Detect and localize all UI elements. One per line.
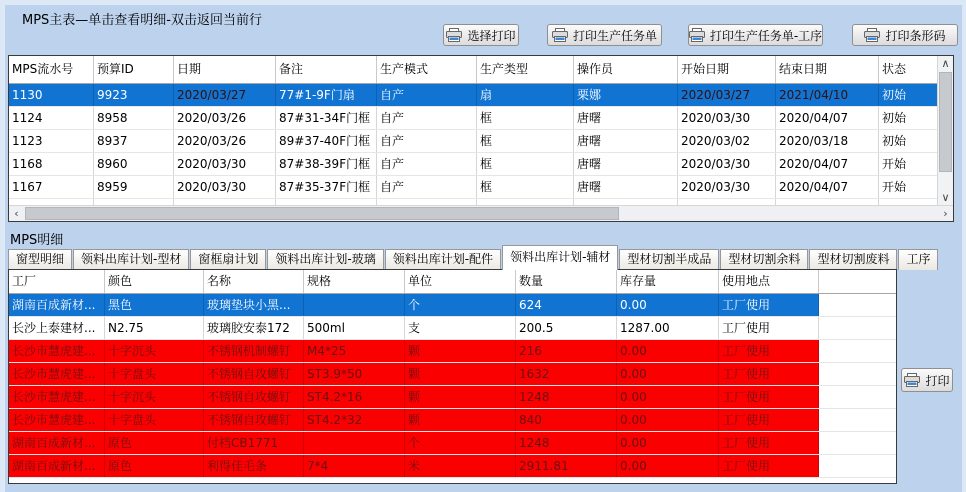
column-header-operator[interactable]: 操作员 — [574, 56, 678, 83]
table-row[interactable] — [9, 294, 896, 317]
cell: 624 — [516, 294, 617, 316]
cell: 8937 — [94, 130, 174, 152]
tab-profile-cut-waste[interactable]: 型材切割废料 — [809, 249, 897, 270]
cell: 颗 — [405, 386, 516, 408]
cell: 黑色 — [105, 294, 204, 316]
cell: 框 — [477, 107, 574, 129]
detail-panel-title: MPS明细 — [10, 233, 64, 248]
window-frame-right — [962, 0, 966, 492]
cell: 颗 — [405, 363, 516, 385]
tab-process[interactable]: 工序 — [898, 249, 938, 270]
cell: 2020/04/07 — [776, 107, 879, 129]
cell: 长沙上泰建材... — [9, 317, 105, 339]
print-production-task-process-label: 打印生产任务单-工序 — [709, 28, 823, 43]
cell: 工厂使用 — [719, 340, 819, 362]
column-header-factory[interactable]: 工厂 — [9, 270, 105, 293]
table-row[interactable] — [9, 107, 937, 130]
cell: 初始 — [879, 84, 937, 106]
cell: 框 — [477, 153, 574, 175]
column-header-unit[interactable]: 单位 — [405, 270, 516, 293]
cell: 个 — [405, 294, 516, 316]
cell: 工厂使用 — [719, 432, 819, 454]
print-production-task-process-button[interactable] — [688, 24, 823, 46]
table-row[interactable] — [9, 363, 896, 386]
cell: 1124 — [9, 107, 94, 129]
scroll-right-icon[interactable]: › — [943, 207, 948, 220]
cell: ST4.2*16 — [304, 386, 405, 408]
cell: 长沙市慧虎建... — [9, 363, 105, 385]
cell: 2020/03/02 — [678, 130, 776, 152]
cell: 唐曙 — [574, 107, 678, 129]
cell: 玻璃垫块小黑... — [204, 294, 304, 316]
cell: 2020/03/30 — [678, 176, 776, 198]
cell: 栗娜 — [574, 84, 678, 106]
cell: 工厂使用 — [719, 363, 819, 385]
column-header-production-type[interactable]: 生产类型 — [477, 56, 574, 83]
cell: 初始 — [882, 133, 907, 148]
column-header-start-date[interactable]: 开始日期 — [678, 56, 776, 83]
cell: 扇 — [477, 84, 574, 106]
cell: 米 — [405, 455, 516, 477]
table-row[interactable] — [9, 455, 896, 478]
cell: 1287.00 — [617, 317, 719, 339]
horizontal-scrollbar-thumb[interactable] — [25, 207, 619, 220]
tab-material-plan-fitting[interactable]: 领料出库计划-配件 — [385, 249, 501, 270]
column-header-production-mode[interactable]: 生产模式 — [377, 56, 477, 83]
cell: 工厂使用 — [719, 317, 819, 339]
cell: 8960 — [94, 153, 174, 175]
printer-icon — [446, 28, 462, 42]
cell: 2020/03/18 — [776, 130, 879, 152]
cell: 长沙市慧虎建... — [9, 340, 105, 362]
cell: 唐曙 — [574, 176, 678, 198]
cell: 2020/03/30 — [678, 107, 776, 129]
cell: 湖南百成新材... — [9, 455, 105, 477]
column-header-color[interactable]: 颜色 — [105, 270, 204, 293]
scroll-up-icon[interactable]: ∧ — [941, 57, 950, 70]
cell: 2020/03/27 — [174, 84, 276, 106]
cell: 自产 — [377, 107, 477, 129]
cell: 原色 — [105, 455, 204, 477]
select-print-label: 选择打印 — [467, 28, 516, 43]
tab-material-plan-auxiliary[interactable]: 领料出库计划-辅材 — [502, 245, 618, 270]
cell: 2020/03/30 — [174, 176, 276, 198]
cell: 1632 — [516, 363, 617, 385]
tab-material-plan-profile[interactable]: 领料出库计划-型材 — [73, 249, 189, 270]
cell: 长沙市慧虎建... — [9, 386, 105, 408]
vertical-scrollbar-thumb[interactable] — [939, 72, 952, 172]
cell: 利得佳毛条 — [204, 455, 304, 477]
master-grid-header — [9, 56, 937, 84]
cell: 87#35-37F门框 — [276, 176, 377, 198]
cell: 十字盘头 — [105, 409, 204, 431]
cell: 唐曙 — [574, 130, 678, 152]
cell: 87#31-34F门框 — [276, 107, 377, 129]
cell: 2020/04/07 — [776, 153, 879, 175]
cell: 个 — [405, 432, 516, 454]
column-header-quantity[interactable]: 数量 — [516, 270, 617, 293]
column-header-status[interactable]: 状态 — [879, 56, 937, 83]
detail-print-label: 打印 — [925, 373, 950, 388]
cell: 工厂使用 — [719, 409, 819, 431]
cell: N2.75 — [105, 317, 204, 339]
cell: 1168 — [9, 153, 94, 175]
cell: 唐曙 — [574, 153, 678, 175]
cell — [304, 294, 405, 316]
cell: 2020/03/30 — [678, 153, 776, 175]
cell: 初始 — [882, 110, 907, 125]
table-row[interactable] — [9, 432, 896, 455]
print-barcode-label: 打印条形码 — [885, 28, 946, 43]
cell: 自产 — [377, 176, 477, 198]
master-panel-title: MPS主表—单击查看明细-双击返回当前行 — [22, 13, 262, 28]
cell: 840 — [516, 409, 617, 431]
cell: 十字沉头 — [105, 340, 204, 362]
cell: 0.00 — [617, 294, 719, 316]
cell: 自产 — [377, 153, 477, 175]
cell: 湖南百成新材... — [9, 432, 105, 454]
tab-profile-cut-remnant[interactable]: 型材切割余料 — [720, 249, 808, 270]
cell: 1248 — [516, 432, 617, 454]
column-header-end-date[interactable]: 结束日期 — [776, 56, 879, 83]
cell: 8959 — [94, 176, 174, 198]
cell: 颗 — [405, 340, 516, 362]
cell: 87#38-39F门框 — [276, 153, 377, 175]
table-row[interactable] — [9, 176, 937, 199]
cell: 十字沉头 — [105, 386, 204, 408]
column-header-date[interactable]: 日期 — [174, 56, 276, 83]
column-header-mps-serial[interactable]: MPS流水号 — [9, 56, 94, 83]
cell: 开始 — [882, 179, 907, 194]
scroll-down-icon[interactable]: ∨ — [941, 191, 950, 204]
cell: 长沙市慧虎建... — [9, 409, 105, 431]
cell: 2020/03/27 — [678, 84, 776, 106]
detail-grid-header — [9, 270, 896, 294]
cell: 自产 — [377, 84, 477, 106]
cell: 颗 — [405, 409, 516, 431]
detail-print-button[interactable] — [901, 368, 953, 392]
horizontal-scrollbar[interactable] — [9, 205, 953, 221]
cell: 不锈钢自攻螺钉 — [204, 409, 304, 431]
vertical-scrollbar[interactable] — [937, 56, 953, 205]
cell: 工厂使用 — [719, 386, 819, 408]
tab-profile-cut-semifinished[interactable]: 型材切割半成品 — [619, 249, 719, 270]
cell: 1130 — [9, 84, 94, 106]
cell: 1167 — [9, 176, 94, 198]
cell: 框 — [477, 130, 574, 152]
column-header-usage-place[interactable]: 使用地点 — [719, 270, 819, 293]
table-row[interactable] — [9, 153, 937, 176]
table-row[interactable] — [9, 130, 937, 153]
cell: 工厂使用 — [719, 294, 819, 316]
cell: 不锈钢机制螺钉 — [204, 340, 304, 362]
mps-detail-grid — [8, 269, 897, 484]
column-header-name[interactable]: 名称 — [204, 270, 304, 293]
cell: 开始 — [882, 156, 907, 171]
cell: 8958 — [94, 107, 174, 129]
cell: 2020/03/30 — [174, 153, 276, 175]
cell: 支 — [405, 317, 516, 339]
cell: 玻璃胶安泰172 — [204, 317, 304, 339]
cell: 2911.81 — [516, 455, 617, 477]
table-row[interactable] — [9, 340, 896, 363]
printer-icon — [904, 373, 920, 387]
cell: 2020/03/26 — [174, 107, 276, 129]
cell: 500ml — [304, 317, 405, 339]
cell: 自产 — [377, 130, 477, 152]
print-production-task-label: 打印生产任务单 — [572, 28, 657, 43]
cell: 7*4 — [304, 455, 405, 477]
cell — [304, 432, 405, 454]
cell: M4*25 — [304, 340, 405, 362]
cell: ST4.2*32 — [304, 409, 405, 431]
cell: 89#37-40F门框 — [276, 130, 377, 152]
tab-window-type-detail[interactable]: 窗型明细 — [8, 249, 72, 270]
cell: 2021/04/10 — [776, 84, 879, 106]
cell: 不锈钢自攻螺钉 — [204, 386, 304, 408]
cell: 十字盘头 — [105, 363, 204, 385]
cell: 湖南百成新材... — [9, 294, 105, 316]
printer-icon — [552, 28, 568, 42]
column-header-spec[interactable]: 规格 — [304, 270, 405, 293]
cell: 0.00 — [617, 409, 719, 431]
column-header-stock[interactable]: 库存量 — [617, 270, 719, 293]
cell: 0.00 — [617, 363, 719, 385]
printer-icon — [864, 28, 880, 42]
print-barcode-button[interactable] — [852, 24, 958, 46]
cell: 77#1-9F门扇 — [276, 84, 377, 106]
table-row[interactable] — [9, 409, 896, 432]
printer-icon — [689, 28, 705, 42]
cell: 不锈钢自攻螺钉 — [204, 363, 304, 385]
cell: 2020/04/07 — [776, 176, 879, 198]
mps-master-grid — [8, 55, 954, 222]
cell: 框 — [477, 176, 574, 198]
cell: 9923 — [94, 84, 174, 106]
cell: 付档CB1771 — [204, 432, 304, 454]
scroll-left-icon[interactable]: ‹ — [14, 207, 19, 220]
cell: 2020/03/26 — [174, 130, 276, 152]
window-frame-left — [0, 0, 5, 492]
cell: 0.00 — [617, 455, 719, 477]
cell: 工厂使用 — [719, 455, 819, 477]
cell: 200.5 — [516, 317, 617, 339]
table-row[interactable] — [9, 84, 937, 107]
cell: 1123 — [9, 130, 94, 152]
table-row[interactable] — [9, 317, 896, 340]
detail-tab-bar — [8, 245, 939, 270]
cell: 0.00 — [617, 340, 719, 362]
tab-material-plan-glass[interactable]: 领料出库计划-玻璃 — [267, 249, 383, 270]
column-header-remark[interactable]: 备注 — [276, 56, 377, 83]
cell: 0.00 — [617, 386, 719, 408]
table-row[interactable] — [9, 386, 896, 409]
cell: 0.00 — [617, 432, 719, 454]
cell: 216 — [516, 340, 617, 362]
cell: ST3.9*50 — [304, 363, 405, 385]
window-frame-top — [0, 0, 966, 5]
tab-frame-sash-plan[interactable]: 窗框扇计划 — [190, 249, 266, 270]
cell: 1248 — [516, 386, 617, 408]
cell: 原色 — [105, 432, 204, 454]
select-print-button[interactable] — [443, 24, 519, 46]
column-header-budget-id[interactable]: 预算ID — [94, 56, 174, 83]
print-production-task-button[interactable] — [547, 24, 662, 46]
